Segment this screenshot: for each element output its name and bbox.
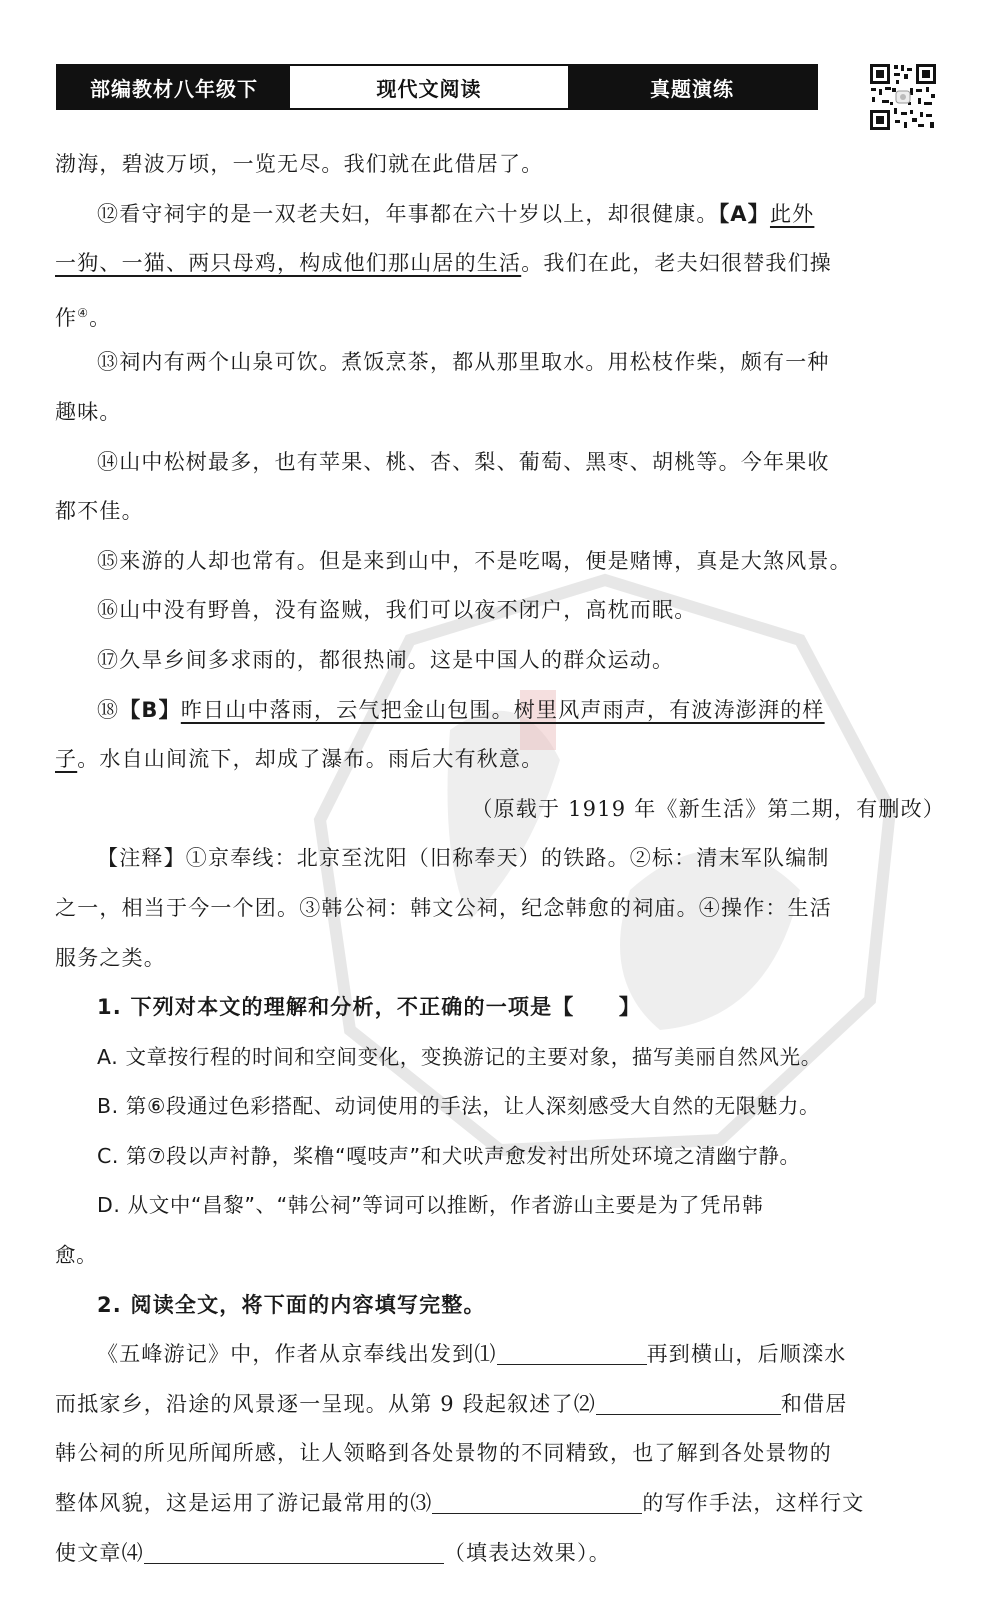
question-1-option-b: B. 第⑥段通过色彩搭配、动词使用的手法，让人深刻感受大自然的无限魅力。 (97, 1094, 821, 1119)
header-grade: 部编教材八年级下 (58, 66, 290, 108)
paragraph-13-line2: 趣味。 (55, 399, 122, 424)
paragraph-12: ⑫看守祠宇的是一双老夫妇，年事都在六十岁以上，却很健康。【A】此外 (97, 201, 815, 226)
paragraph-14: ⑭山中松树最多，也有苹果、桃、杏、梨、葡萄、黑枣、胡桃等。今年果收 (97, 449, 830, 474)
paragraph-13: ⑬祠内有两个山泉可饮。煮饭烹茶，都从那里取水。用松枝作柴，颇有一种 (97, 350, 830, 375)
question-1-option-d-line2: 愈。 (55, 1243, 98, 1268)
paragraph-14-line2: 都不佳。 (55, 499, 144, 524)
paragraph-11-tail: 渤海，碧波万顷，一览无尽。我们就在此借居了。 (55, 152, 544, 176)
notes-line-2: 之一，相当于今一个团。③韩公祠：韩文公祠，纪念韩愈的祠庙。④操作：生活 (55, 895, 832, 920)
question-2-line-5: 使文章⑷ （填表达效果）。 (55, 1529, 945, 1579)
paragraph-16: ⑯山中没有野兽，没有盗贼，我们可以夜不闭户，高枕而眠。 (97, 598, 697, 623)
notes-line-3: 服务之类。 (55, 945, 166, 970)
paragraph-15: ⑮来游的人却也常有。但是来到山中，不是吃喝，便是赌博，真是大煞风景。 (97, 548, 852, 573)
header-section: 现代文阅读 (290, 66, 568, 108)
mark-b: 【B】 (119, 697, 181, 722)
paragraph-18: ⑱【B】昨日山中落雨，云气把金山包围。树里风声雨声，有波涛澎湃的样 (97, 697, 825, 722)
paragraph-18-line2: 子。水自山间流下，却成了瀑布。雨后大有秋意。 (55, 747, 544, 772)
question-1-option-c: C. 第⑦段以声衬静，桨橹“嘎吱声”和犬吠声愈发衬出所处环境之清幽宁静。 (97, 1143, 801, 1168)
question-2-stem: 2. 阅读全文，将下面的内容填写完整。 (97, 1292, 486, 1317)
mark-a: 【A】 (718, 201, 770, 226)
question-1-option-d: D. 从文中“昌黎”、“韩公祠”等词可以推断，作者游山主要是为了凭吊韩 (97, 1193, 764, 1218)
question-2-line-1: 《五峰游记》中，作者从京奉线出发到⑴ 再到横山，后顺滦水 (55, 1330, 945, 1380)
paragraph-12-line3: 作④。 (55, 305, 112, 330)
answer-blank-3[interactable] (432, 1487, 642, 1514)
answer-blank-4[interactable] (144, 1537, 444, 1564)
source-citation: （原载于 1919 年《新生活》第二期，有删改） (471, 796, 945, 821)
header-bar (56, 64, 818, 110)
question-2-line-3: 韩公祠的所见所闻所感，让人领略到各处景物的不同精致，也了解到各处景物的 (55, 1441, 832, 1466)
question-1-option-a: A. 文章按行程的时间和空间变化，变换游记的主要对象，描写美丽自然风光。 (97, 1044, 822, 1069)
answer-blank-2[interactable] (596, 1388, 781, 1415)
question-2-line-2: 而抵家乡，沿途的风景逐一呈现。从第 9 段起叙述了⑵ 和借居 (55, 1380, 945, 1430)
paragraph-17: ⑰久旱乡间多求雨的，都很热闹。这是中国人的群众运动。 (97, 647, 675, 672)
question-1-stem: 1. 下列对本文的理解和分析，不正确的一项是【 】 (97, 995, 642, 1020)
paragraph-12-line2: 一狗、一猫、两只母鸡，构成他们那山居的生活。我们在此，老夫妇很替我们操 (55, 251, 833, 276)
question-2-line-4: 整体风貌，这是运用了游记最常用的⑶ 的写作手法，这样行文 (55, 1479, 945, 1529)
answer-blank-1[interactable] (497, 1338, 647, 1365)
notes-line-1: 【注释】①京奉线：北京至沈阳（旧称奉天）的铁路。②标：清末军队编制 (97, 846, 830, 871)
header-practice: 真题演练 (568, 66, 816, 108)
qr-code-icon (868, 62, 938, 132)
page-content (55, 140, 945, 1578)
